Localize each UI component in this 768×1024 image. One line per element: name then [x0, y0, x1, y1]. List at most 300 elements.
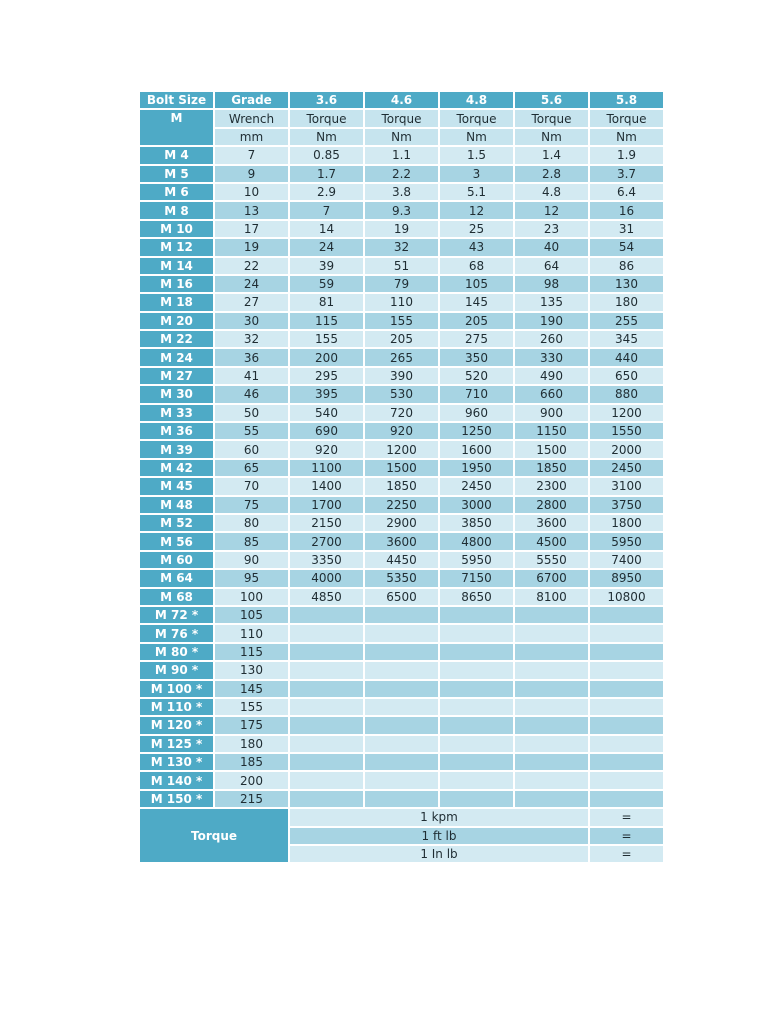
conversion-unit: 1 kpm [290, 809, 588, 825]
torque-value-cell [590, 625, 663, 641]
torque-value-cell: 265 [365, 349, 438, 365]
wrench-cell: 85 [215, 533, 288, 549]
table-row [140, 313, 663, 329]
torque-value-cell: 68 [440, 258, 513, 274]
torque-unit: Nm [290, 129, 363, 145]
torque-value-cell: 200 [290, 349, 363, 365]
torque-value-cell [365, 736, 438, 752]
conversion-row [140, 809, 663, 825]
torque-value-cell: 960 [440, 405, 513, 421]
torque-value-cell: 1950 [440, 460, 513, 476]
table-row [140, 478, 663, 494]
wrench-cell: 30 [215, 313, 288, 329]
torque-value-cell [365, 699, 438, 715]
torque-value-cell: 1100 [290, 460, 363, 476]
torque-value-cell: 2250 [365, 497, 438, 513]
torque-value-cell [440, 662, 513, 678]
torque-value-cell: 3.8 [365, 184, 438, 200]
torque-value-cell: 64 [515, 258, 588, 274]
bolt-size-cell: M 14 [140, 258, 213, 274]
wrench-cell: 50 [215, 405, 288, 421]
table-row [140, 405, 663, 421]
torque-value-cell [590, 681, 663, 697]
torque-value-cell [290, 754, 363, 770]
bolt-size-cell: M 72 * [140, 607, 213, 623]
torque-value-cell: 180 [590, 294, 663, 310]
torque-value-cell: 1500 [515, 441, 588, 457]
torque-value-cell: 690 [290, 423, 363, 439]
wrench-cell: 200 [215, 772, 288, 788]
torque-value-cell: 23 [515, 221, 588, 237]
wrench-cell: 22 [215, 258, 288, 274]
bolt-size-cell: M 8 [140, 202, 213, 218]
torque-value-cell: 2900 [365, 515, 438, 531]
bolt-size-cell: M 56 [140, 533, 213, 549]
wrench-unit: mm [215, 129, 288, 145]
torque-value-cell: 1800 [590, 515, 663, 531]
torque-value-cell: 1.9 [590, 147, 663, 163]
bolt-size-cell: M 18 [140, 294, 213, 310]
torque-value-cell: 10800 [590, 589, 663, 605]
torque-value-cell [440, 607, 513, 623]
torque-value-cell: 145 [440, 294, 513, 310]
wrench-cell: 95 [215, 570, 288, 586]
table-row [140, 184, 663, 200]
table-row [140, 221, 663, 237]
torque-value-cell: 135 [515, 294, 588, 310]
torque-value-cell [365, 681, 438, 697]
torque-value-cell [290, 644, 363, 660]
wrench-cell: 215 [215, 791, 288, 807]
wrench-cell: 60 [215, 441, 288, 457]
grade-4-8-header: 4.8 [440, 92, 513, 108]
torque-value-cell [515, 681, 588, 697]
torque-value-cell: 4.8 [515, 184, 588, 200]
torque-value-cell [290, 625, 363, 641]
table-row [140, 791, 663, 807]
bolt-size-cell: M 80 * [140, 644, 213, 660]
grade-header: Grade [215, 92, 288, 108]
bolt-torque-table [138, 90, 665, 864]
table-row [140, 772, 663, 788]
torque-value-cell: 31 [590, 221, 663, 237]
bolt-size-cell: M 125 * [140, 736, 213, 752]
bolt-size-cell: M 90 * [140, 662, 213, 678]
bolt-size-cell: M 10 [140, 221, 213, 237]
torque-value-cell: 155 [365, 313, 438, 329]
torque-value-cell: 900 [515, 405, 588, 421]
table-row [140, 699, 663, 715]
torque-value-cell [590, 791, 663, 807]
torque-value-cell: 920 [365, 423, 438, 439]
torque-value-cell: 40 [515, 239, 588, 255]
grade-4-6-header: 4.6 [365, 92, 438, 108]
torque-value-cell: 3750 [590, 497, 663, 513]
torque-value-cell [365, 625, 438, 641]
torque-header: Torque [440, 110, 513, 126]
torque-value-cell [515, 625, 588, 641]
torque-value-cell: 54 [590, 239, 663, 255]
table-row [140, 533, 663, 549]
grade-5-6-header: 5.6 [515, 92, 588, 108]
torque-value-cell [365, 644, 438, 660]
torque-value-cell [590, 772, 663, 788]
torque-value-cell: 350 [440, 349, 513, 365]
torque-value-cell [290, 681, 363, 697]
torque-value-cell [290, 662, 363, 678]
torque-value-cell: 4000 [290, 570, 363, 586]
bolt-size-cell: M 48 [140, 497, 213, 513]
wrench-cell: 155 [215, 699, 288, 715]
bolt-size-cell: M 20 [140, 313, 213, 329]
table-row [140, 570, 663, 586]
torque-value-cell [590, 607, 663, 623]
subheader-row [140, 110, 663, 126]
torque-value-cell: 1.7 [290, 166, 363, 182]
torque-value-cell [590, 644, 663, 660]
conversion-unit: 1 In lb [290, 846, 588, 862]
torque-value-cell: 330 [515, 349, 588, 365]
bolt-size-cell: M 4 [140, 147, 213, 163]
torque-value-cell: 98 [515, 276, 588, 292]
bolt-size-cell: M 130 * [140, 754, 213, 770]
wrench-cell: 9 [215, 166, 288, 182]
torque-value-cell: 2450 [440, 478, 513, 494]
bolt-size-header: Bolt Size [140, 92, 213, 108]
torque-value-cell [590, 736, 663, 752]
wrench-cell: 65 [215, 460, 288, 476]
bolt-size-cell: M 140 * [140, 772, 213, 788]
bolt-size-cell: M 39 [140, 441, 213, 457]
wrench-cell: 17 [215, 221, 288, 237]
wrench-cell: 115 [215, 644, 288, 660]
torque-value-cell: 3600 [365, 533, 438, 549]
torque-value-cell [440, 644, 513, 660]
torque-value-cell [515, 791, 588, 807]
torque-value-cell: 2700 [290, 533, 363, 549]
torque-value-cell: 4500 [515, 533, 588, 549]
torque-value-cell [440, 772, 513, 788]
torque-header: Torque [290, 110, 363, 126]
wrench-cell: 27 [215, 294, 288, 310]
header-row [140, 92, 663, 108]
bolt-size-cell: M 150 * [140, 791, 213, 807]
torque-value-cell: 9.3 [365, 202, 438, 218]
wrench-cell: 185 [215, 754, 288, 770]
torque-value-cell: 260 [515, 331, 588, 347]
wrench-cell: 10 [215, 184, 288, 200]
torque-value-cell: 2300 [515, 478, 588, 494]
wrench-cell: 32 [215, 331, 288, 347]
torque-value-cell [365, 717, 438, 733]
wrench-cell: 100 [215, 589, 288, 605]
bolt-size-cell: M 45 [140, 478, 213, 494]
wrench-cell: 145 [215, 681, 288, 697]
torque-value-cell [440, 699, 513, 715]
torque-header: Torque [365, 110, 438, 126]
torque-value-cell: 1700 [290, 497, 363, 513]
table-row [140, 147, 663, 163]
torque-header: Torque [515, 110, 588, 126]
torque-value-cell: 920 [290, 441, 363, 457]
torque-value-cell: 2450 [590, 460, 663, 476]
conversion-equals: = [590, 828, 663, 844]
torque-value-cell [365, 607, 438, 623]
wrench-cell: 7 [215, 147, 288, 163]
torque-value-cell: 115 [290, 313, 363, 329]
torque-value-cell: 6700 [515, 570, 588, 586]
table-row [140, 368, 663, 384]
torque-value-cell: 51 [365, 258, 438, 274]
wrench-cell: 41 [215, 368, 288, 384]
torque-value-cell: 3600 [515, 515, 588, 531]
grade-3-6-header: 3.6 [290, 92, 363, 108]
torque-value-cell [290, 736, 363, 752]
torque-value-cell: 12 [515, 202, 588, 218]
torque-value-cell: 14 [290, 221, 363, 237]
conversion-equals: = [590, 809, 663, 825]
torque-unit: Nm [590, 129, 663, 145]
torque-value-cell [290, 772, 363, 788]
torque-value-cell [440, 717, 513, 733]
table-row [140, 349, 663, 365]
torque-value-cell: 4800 [440, 533, 513, 549]
torque-value-cell: 32 [365, 239, 438, 255]
bolt-size-cell: M 76 * [140, 625, 213, 641]
torque-value-cell: 295 [290, 368, 363, 384]
table-row [140, 681, 663, 697]
conversion-unit: 1 ft lb [290, 828, 588, 844]
table-row [140, 552, 663, 568]
bolt-size-cell: M 16 [140, 276, 213, 292]
torque-value-cell: 5950 [590, 533, 663, 549]
torque-value-cell: 8950 [590, 570, 663, 586]
torque-value-cell: 880 [590, 386, 663, 402]
torque-value-cell: 2.9 [290, 184, 363, 200]
table-row [140, 644, 663, 660]
torque-value-cell [515, 772, 588, 788]
conversion-body [140, 809, 663, 862]
table-row [140, 276, 663, 292]
wrench-cell: 110 [215, 625, 288, 641]
torque-value-cell: 5.1 [440, 184, 513, 200]
bolt-size-cell: M 12 [140, 239, 213, 255]
bolt-size-cell: M 120 * [140, 717, 213, 733]
torque-value-cell: 1850 [515, 460, 588, 476]
table-row [140, 717, 663, 733]
torque-value-cell: 205 [365, 331, 438, 347]
wrench-cell: 180 [215, 736, 288, 752]
bolt-size-cell: M 6 [140, 184, 213, 200]
torque-value-cell [515, 754, 588, 770]
torque-value-cell: 1.4 [515, 147, 588, 163]
bolt-size-cell: M 24 [140, 349, 213, 365]
wrench-cell: 19 [215, 239, 288, 255]
torque-value-cell: 5950 [440, 552, 513, 568]
torque-value-cell: 105 [440, 276, 513, 292]
wrench-cell: 70 [215, 478, 288, 494]
wrench-cell: 90 [215, 552, 288, 568]
torque-value-cell: 2150 [290, 515, 363, 531]
torque-value-cell: 86 [590, 258, 663, 274]
torque-value-cell [590, 662, 663, 678]
torque-value-cell: 275 [440, 331, 513, 347]
torque-value-cell: 1600 [440, 441, 513, 457]
torque-header: Torque [590, 110, 663, 126]
torque-value-cell [515, 644, 588, 660]
torque-value-cell: 8650 [440, 589, 513, 605]
bolt-size-cell: M 27 [140, 368, 213, 384]
torque-value-cell: 2000 [590, 441, 663, 457]
table-row [140, 515, 663, 531]
bolt-size-cell: M 30 [140, 386, 213, 402]
table-row [140, 331, 663, 347]
torque-value-cell: 1400 [290, 478, 363, 494]
wrench-cell: 130 [215, 662, 288, 678]
torque-value-cell: 660 [515, 386, 588, 402]
wrench-cell: 36 [215, 349, 288, 365]
torque-value-cell: 3350 [290, 552, 363, 568]
torque-value-cell [590, 699, 663, 715]
torque-value-cell [290, 791, 363, 807]
torque-value-cell: 81 [290, 294, 363, 310]
table-row [140, 166, 663, 182]
table-row [140, 239, 663, 255]
torque-value-cell: 650 [590, 368, 663, 384]
torque-value-cell: 1150 [515, 423, 588, 439]
table-row [140, 754, 663, 770]
torque-value-cell [365, 791, 438, 807]
torque-value-cell: 6.4 [590, 184, 663, 200]
conversion-equals: = [590, 846, 663, 862]
torque-value-cell: 205 [440, 313, 513, 329]
wrench-cell: 80 [215, 515, 288, 531]
bolt-size-cell: M 36 [140, 423, 213, 439]
wrench-cell: 105 [215, 607, 288, 623]
torque-value-cell: 530 [365, 386, 438, 402]
torque-value-cell [440, 736, 513, 752]
torque-value-cell: 5550 [515, 552, 588, 568]
torque-value-cell: 130 [590, 276, 663, 292]
table-row [140, 736, 663, 752]
wrench-cell: 55 [215, 423, 288, 439]
torque-value-cell: 1.5 [440, 147, 513, 163]
torque-value-cell: 1200 [590, 405, 663, 421]
table-row [140, 441, 663, 457]
torque-value-cell [515, 736, 588, 752]
torque-value-cell [515, 699, 588, 715]
torque-value-cell [515, 717, 588, 733]
bolt-size-cell: M 110 * [140, 699, 213, 715]
torque-value-cell: 2.2 [365, 166, 438, 182]
torque-value-cell: 59 [290, 276, 363, 292]
table-row [140, 386, 663, 402]
bolt-size-cell: M 22 [140, 331, 213, 347]
torque-value-cell: 3 [440, 166, 513, 182]
torque-value-cell: 390 [365, 368, 438, 384]
table-row [140, 589, 663, 605]
torque-value-cell: 19 [365, 221, 438, 237]
wrench-cell: 13 [215, 202, 288, 218]
torque-value-cell [515, 662, 588, 678]
torque-value-cell: 25 [440, 221, 513, 237]
torque-value-cell [290, 607, 363, 623]
torque-value-cell: 7400 [590, 552, 663, 568]
torque-value-cell: 16 [590, 202, 663, 218]
torque-value-cell: 1550 [590, 423, 663, 439]
bolt-size-cell: M 33 [140, 405, 213, 421]
torque-value-cell: 12 [440, 202, 513, 218]
torque-value-cell [290, 699, 363, 715]
bolt-size-cell: M 64 [140, 570, 213, 586]
wrench-cell: 24 [215, 276, 288, 292]
torque-value-cell: 4450 [365, 552, 438, 568]
table-row [140, 294, 663, 310]
table-row [140, 607, 663, 623]
torque-value-cell: 190 [515, 313, 588, 329]
torque-value-cell: 490 [515, 368, 588, 384]
torque-value-cell: 24 [290, 239, 363, 255]
torque-conversion-label: Torque [140, 809, 288, 862]
torque-value-cell: 3100 [590, 478, 663, 494]
wrench-cell: 46 [215, 386, 288, 402]
torque-value-cell [365, 772, 438, 788]
torque-value-cell: 155 [290, 331, 363, 347]
torque-unit: Nm [365, 129, 438, 145]
torque-value-cell: 8100 [515, 589, 588, 605]
torque-value-cell: 7150 [440, 570, 513, 586]
table-row [140, 423, 663, 439]
torque-value-cell: 440 [590, 349, 663, 365]
torque-value-cell [515, 607, 588, 623]
table-row [140, 202, 663, 218]
torque-value-cell: 7 [290, 202, 363, 218]
torque-value-cell [440, 791, 513, 807]
torque-value-cell: 255 [590, 313, 663, 329]
wrench-header: Wrench [215, 110, 288, 126]
torque-value-cell: 1850 [365, 478, 438, 494]
bolt-size-cell: M 60 [140, 552, 213, 568]
torque-unit: Nm [515, 129, 588, 145]
torque-value-cell: 5350 [365, 570, 438, 586]
torque-value-cell [365, 754, 438, 770]
torque-value-cell: 520 [440, 368, 513, 384]
torque-value-cell: 345 [590, 331, 663, 347]
torque-value-cell [365, 662, 438, 678]
torque-value-cell: 79 [365, 276, 438, 292]
table-row [140, 258, 663, 274]
torque-value-cell: 720 [365, 405, 438, 421]
torque-value-cell: 6500 [365, 589, 438, 605]
torque-value-cell: 2800 [515, 497, 588, 513]
torque-value-cell [590, 754, 663, 770]
torque-value-cell [440, 754, 513, 770]
unit-row [140, 129, 663, 145]
torque-value-cell: 1.1 [365, 147, 438, 163]
torque-value-cell [440, 681, 513, 697]
torque-value-cell: 1250 [440, 423, 513, 439]
torque-value-cell: 2.8 [515, 166, 588, 182]
bolt-size-cell: M 52 [140, 515, 213, 531]
bolt-size-cell: M 42 [140, 460, 213, 476]
torque-value-cell [590, 717, 663, 733]
table-row [140, 460, 663, 476]
table-body [140, 147, 663, 807]
table-row [140, 662, 663, 678]
bolt-size-cell: M 100 * [140, 681, 213, 697]
torque-value-cell: 710 [440, 386, 513, 402]
torque-value-cell: 3000 [440, 497, 513, 513]
